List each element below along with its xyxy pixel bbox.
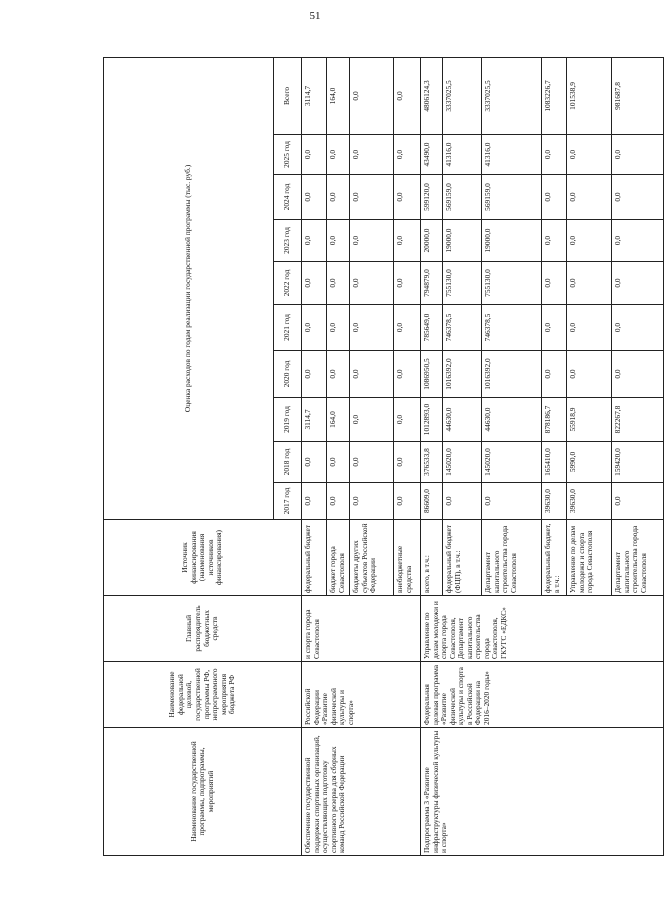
value-cell: 0,0 bbox=[443, 483, 482, 520]
value-cell: 0,0 bbox=[542, 262, 567, 305]
value-cell: 0,0 bbox=[327, 175, 350, 220]
header-name: Наименование государственной программы, подпрограммы, мероприятий bbox=[104, 728, 302, 856]
value-cell: 39630,0 bbox=[567, 483, 612, 520]
row-name-cell: Обеспечение государственной поддержки спортивных организаций, осуществляющих подготовку спортивного резерва для сборных команд Российской Федерации bbox=[302, 728, 421, 856]
value-cell: 0,0 bbox=[394, 262, 421, 305]
value-cell: 0,0 bbox=[567, 305, 612, 351]
value-cell: 5990,0 bbox=[567, 442, 612, 483]
row-source-cell: федеральный бюджет (ФЦП), в т.ч.: bbox=[443, 520, 482, 596]
header-source: Источник финансирования (наименования источников финансирования) bbox=[104, 520, 302, 596]
value-cell: 0,0 bbox=[350, 351, 394, 398]
page-number: 51 bbox=[309, 10, 321, 22]
value-cell: 0,0 bbox=[302, 175, 327, 220]
year-header: 2023 год bbox=[274, 220, 302, 262]
row-source-cell: Департамент капитального строительства города Севастополя bbox=[482, 520, 542, 596]
value-cell: 145020,0 bbox=[482, 442, 542, 483]
rotated-table-area bbox=[103, 58, 648, 856]
value-cell: 0,0 bbox=[394, 220, 421, 262]
value-cell: 0,0 bbox=[612, 220, 664, 262]
value-cell: 0,0 bbox=[567, 220, 612, 262]
value-cell: 0,0 bbox=[542, 351, 567, 398]
value-cell: 0,0 bbox=[542, 175, 567, 220]
value-cell: 41316,0 bbox=[443, 135, 482, 175]
value-cell: 41316,0 bbox=[482, 135, 542, 175]
value-cell: 0,0 bbox=[542, 305, 567, 351]
value-cell: 0,0 bbox=[612, 351, 664, 398]
value-cell: 0,0 bbox=[612, 305, 664, 351]
value-cell: 0,0 bbox=[327, 220, 350, 262]
value-cell: 0,0 bbox=[612, 135, 664, 175]
value-cell: 569159,0 bbox=[443, 175, 482, 220]
value-cell: 0,0 bbox=[394, 483, 421, 520]
value-cell: 43490,0 bbox=[421, 135, 443, 175]
value-cell: 0,0 bbox=[327, 351, 350, 398]
value-cell: 878186,7 bbox=[542, 398, 567, 442]
value-cell: 746378,5 bbox=[482, 305, 542, 351]
year-header: Всего bbox=[274, 57, 302, 134]
value-cell: 755130,0 bbox=[482, 262, 542, 305]
row-source-cell: федеральный бюджет, в т.ч.: bbox=[542, 520, 567, 596]
value-cell: 101538,9 bbox=[567, 57, 612, 134]
year-header: 2021 год bbox=[274, 305, 302, 351]
value-cell: 0,0 bbox=[302, 220, 327, 262]
value-cell: 0,0 bbox=[612, 483, 664, 520]
row-source-cell: всего, в т.ч.: bbox=[421, 520, 443, 596]
value-cell: 0,0 bbox=[350, 442, 394, 483]
row-source-cell: федеральный бюджет bbox=[302, 520, 327, 596]
value-cell: 1016392,0 bbox=[482, 351, 542, 398]
value-cell: 0,0 bbox=[394, 175, 421, 220]
header-main-manager: Главный распорядитель бюджетных средств bbox=[104, 596, 302, 662]
value-cell: 0,0 bbox=[567, 135, 612, 175]
value-cell: 19000,0 bbox=[482, 220, 542, 262]
value-cell: 0,0 bbox=[350, 305, 394, 351]
row-main-cell: Управление по делам молодежи и спорта города Севастополя, Департамент капитального строительства города Севастополя, ГКУГС «ЕДКС» bbox=[421, 596, 664, 662]
value-cell: 0,0 bbox=[327, 483, 350, 520]
value-cell: 0,0 bbox=[350, 135, 394, 175]
value-cell: 19000,0 bbox=[443, 220, 482, 262]
value-cell: 0,0 bbox=[350, 262, 394, 305]
value-cell: 0,0 bbox=[394, 398, 421, 442]
value-cell: 981687,8 bbox=[612, 57, 664, 134]
row-source-cell: бюджеты других субъектов Российской Федерации bbox=[350, 520, 394, 596]
value-cell: 0,0 bbox=[302, 442, 327, 483]
value-cell: 822267,8 bbox=[612, 398, 664, 442]
value-cell: 0,0 bbox=[542, 220, 567, 262]
value-cell: 4806124,3 bbox=[421, 57, 443, 134]
value-cell: 164,0 bbox=[327, 57, 350, 134]
value-cell: 0,0 bbox=[394, 442, 421, 483]
value-cell: 0,0 bbox=[350, 398, 394, 442]
year-header: 2025 год bbox=[274, 135, 302, 175]
value-cell: 785649,0 bbox=[421, 305, 443, 351]
value-cell: 165410,0 bbox=[542, 442, 567, 483]
value-cell: 0,0 bbox=[302, 305, 327, 351]
table-row bbox=[302, 57, 327, 855]
value-cell: 0,0 bbox=[394, 351, 421, 398]
value-cell: 20000,0 bbox=[421, 220, 443, 262]
value-cell: 0,0 bbox=[327, 442, 350, 483]
value-cell: 1012893,0 bbox=[421, 398, 443, 442]
value-cell: 44630,0 bbox=[482, 398, 542, 442]
value-cell: 39630,0 bbox=[542, 483, 567, 520]
value-cell: 0,0 bbox=[350, 220, 394, 262]
row-source-cell: внебюджетные средства bbox=[394, 520, 421, 596]
value-cell: 1016392,0 bbox=[443, 351, 482, 398]
value-cell: 3337025,5 bbox=[482, 57, 542, 134]
value-cell: 569159,0 bbox=[482, 175, 542, 220]
year-header: 2018 год bbox=[274, 442, 302, 483]
value-cell: 0,0 bbox=[350, 175, 394, 220]
row-federal-cell: Федеральная целевая программа «Развитие физической культуры и спорта в Российской Федерации на 2016–2020 годы» bbox=[421, 662, 664, 728]
value-cell: 0,0 bbox=[327, 262, 350, 305]
value-cell: 0,0 bbox=[567, 175, 612, 220]
value-cell: 0,0 bbox=[350, 483, 394, 520]
value-cell: 0,0 bbox=[327, 135, 350, 175]
header-federal-program: Наименование федеральной целевой, государственной программы РФ, непрограммного мероприятия бюджета РФ bbox=[104, 662, 302, 728]
value-cell: 0,0 bbox=[482, 483, 542, 520]
value-cell: 86609,0 bbox=[421, 483, 443, 520]
value-cell: 3114,7 bbox=[302, 57, 327, 134]
table-row bbox=[421, 57, 443, 855]
value-cell: 3337025,5 bbox=[443, 57, 482, 134]
year-header: 2022 год bbox=[274, 262, 302, 305]
year-header: 2019 год bbox=[274, 398, 302, 442]
year-header: 2020 год bbox=[274, 351, 302, 398]
row-source-cell: Управление по делам молодежи и спорта города Севастополя bbox=[567, 520, 612, 596]
value-cell: 0,0 bbox=[302, 262, 327, 305]
row-name-cell: Подпрограмма 3 «Развитие инфраструктуры физической культуры и спорта» bbox=[421, 728, 664, 856]
value-cell: 0,0 bbox=[567, 351, 612, 398]
row-source-cell: бюджет города Севастополя bbox=[327, 520, 350, 596]
value-cell: 159420,0 bbox=[612, 442, 664, 483]
value-cell: 0,0 bbox=[350, 57, 394, 134]
value-cell: 0,0 bbox=[542, 135, 567, 175]
value-cell: 0,0 bbox=[394, 57, 421, 134]
value-cell: 0,0 bbox=[612, 262, 664, 305]
header-estimate: Оценка расходов по годам реализации государственной программы (тыс. руб.) bbox=[104, 57, 274, 519]
rotated-table bbox=[103, 58, 648, 856]
row-federal-cell: Российской Федерации «Развитие физической культуры и спорта» bbox=[302, 662, 421, 728]
value-cell: 0,0 bbox=[302, 351, 327, 398]
value-cell: 0,0 bbox=[327, 305, 350, 351]
year-header: 2017 год bbox=[274, 483, 302, 520]
row-source-cell: Департамент капитального строительства города Севастополя bbox=[612, 520, 664, 596]
value-cell: 746378,5 bbox=[443, 305, 482, 351]
value-cell: 164,0 bbox=[327, 398, 350, 442]
value-cell: 1086950,5 bbox=[421, 351, 443, 398]
value-cell: 1083226,7 bbox=[542, 57, 567, 134]
value-cell: 0,0 bbox=[394, 305, 421, 351]
value-cell: 0,0 bbox=[612, 175, 664, 220]
value-cell: 376533,8 bbox=[421, 442, 443, 483]
value-cell: 794879,0 bbox=[421, 262, 443, 305]
value-cell: 145020,0 bbox=[443, 442, 482, 483]
table-body bbox=[302, 57, 664, 855]
value-cell: 3114,7 bbox=[302, 398, 327, 442]
value-cell: 55918,9 bbox=[567, 398, 612, 442]
value-cell: 755130,0 bbox=[443, 262, 482, 305]
value-cell: 0,0 bbox=[302, 483, 327, 520]
value-cell: 44630,0 bbox=[443, 398, 482, 442]
budget-table bbox=[103, 57, 664, 856]
value-cell: 599120,0 bbox=[421, 175, 443, 220]
year-header: 2024 год bbox=[274, 175, 302, 220]
value-cell: 0,0 bbox=[302, 135, 327, 175]
row-main-cell: и спорта города Севастополя bbox=[302, 596, 421, 662]
value-cell: 0,0 bbox=[567, 262, 612, 305]
value-cell: 0,0 bbox=[394, 135, 421, 175]
